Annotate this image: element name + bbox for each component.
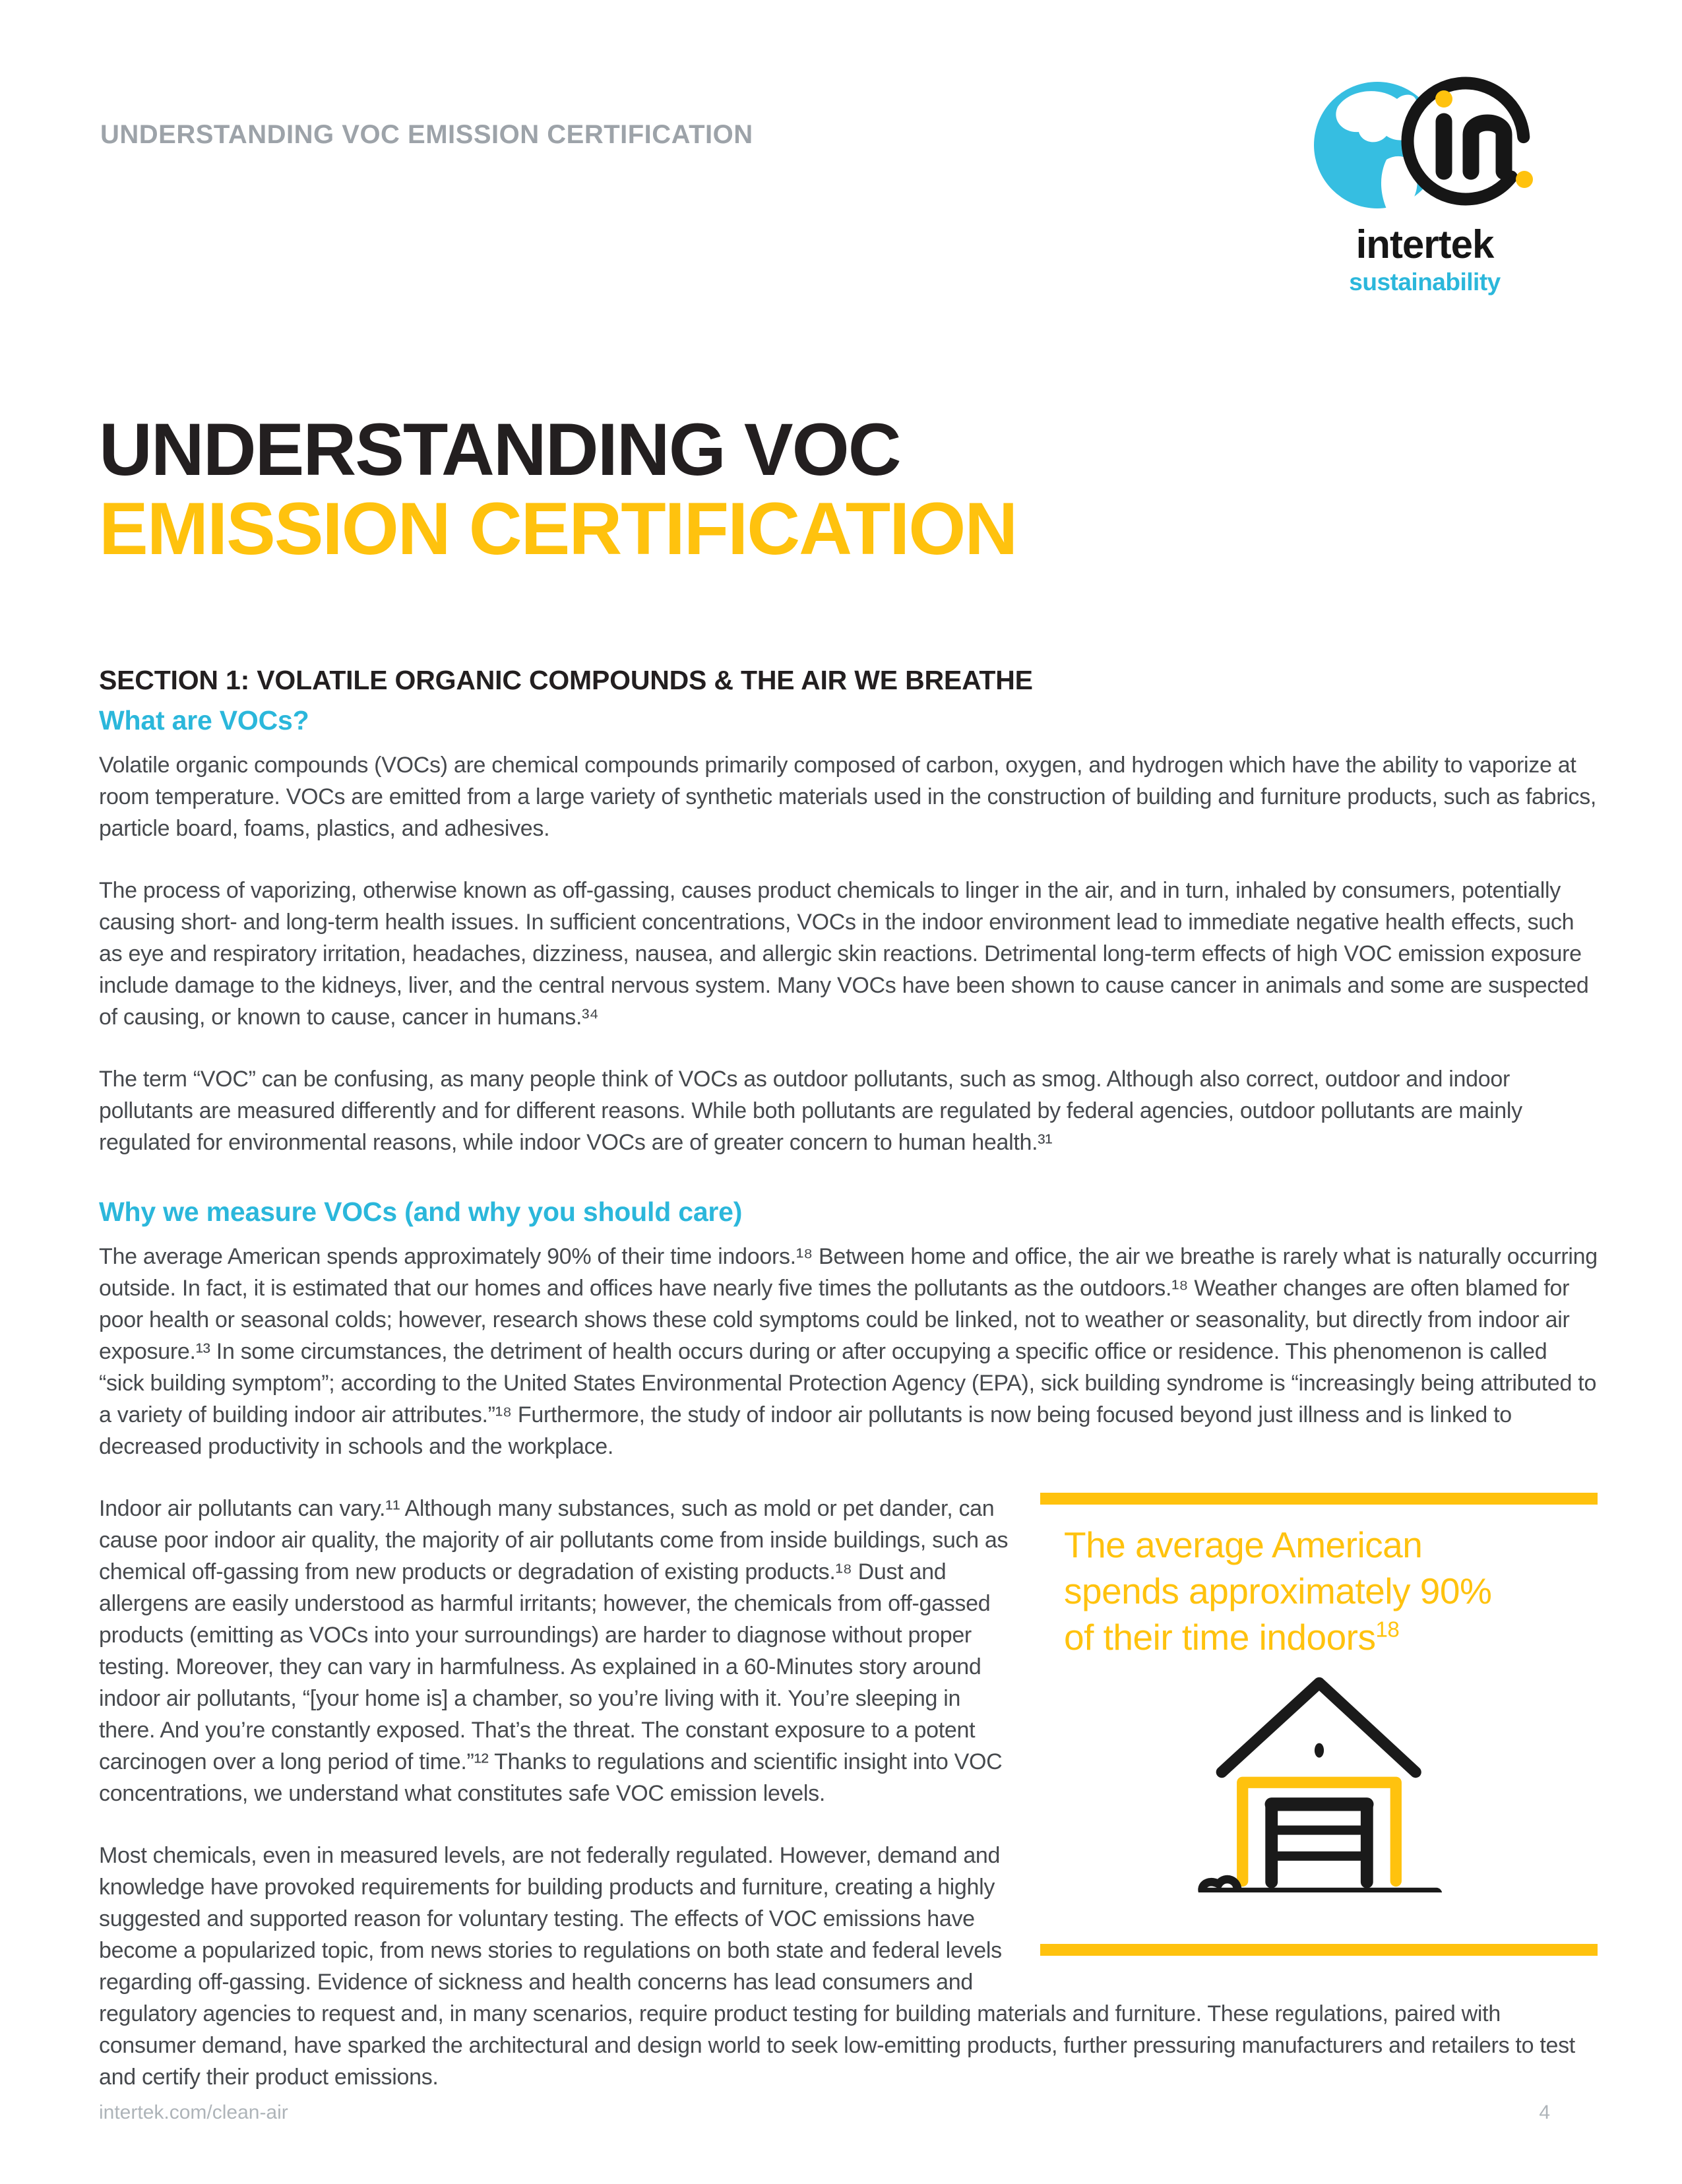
paragraph-time-indoors: The average American spends approximately 90% of their time indoors.¹⁸ Between home and office, the air we breathe is rarely what is naturally occurring outside. In fact, it is estimated that our homes and offices have nearly five times the pollutants as the outdoors.¹⁸ Weather changes are often blamed for poor health or seasonal colds; however, research shows these cold symptoms could be linked, not to weather or seasonality, but directly from indoor air exposure.¹³ In some circumstances, the detriment of health occurs during or after occupying a specific office or residence. This phenomenon is called “sick building symptom”; according to the United States Environmental Protection Agency (EPA), sick building syndrome is “increasingly being attributed to a variety of building indoor air attributes.”¹⁸ Furthermore, the study of indoor air pollutants is now being focused beyond just illness and is linked to decreased productivity in schools and the workplace. (99, 1244, 1598, 1459)
page-title-line2: EMISSION CERTIFICATION (99, 487, 1017, 570)
intertek-sustainability-logo (1309, 61, 1540, 296)
pull-quote-text-body: The average American spends approximately 90% of their time indoors (1064, 1524, 1492, 1658)
page-title (99, 410, 1016, 569)
paragraph-regulation-demand: Most chemicals, even in measured levels, are not federally regulated. However, demand and knowledge have provoked requirements for building products and furniture, creating a highly suggested and supported reason for voluntary testing. The effects of VOC emissions have become a popularized topic, from news stories to regulations on both state and federal levels regarding off-gassing. Evidence of sickness and health concerns has lead consumers and regulatory agencies to request and, in many scenarios, require product testing for building materials and furniture. These regulations, paired with consumer demand, have sparked the architectural and design world to seek low-emitting products, further pressuring manufacturers and retailers to test and certify their product emissions. (99, 1843, 1575, 2090)
paragraph-offgassing-health: The process of vaporizing, otherwise known as off-gassing, causes product chemicals to linger in the air, and in turn, inhaled by consumers, potentially causing short- and long-term health issues. In sufficient concentrations, VOCs in the indoor environment lead to immediate negative health effects, such as eye and respiratory irritation, headaches, dizziness, nausea, and allergic skin reactions. Detrimental long-term effects of high VOC emission exposure include damage to the kidneys, liver, and the central nervous system. Many VOCs have been shown to cause cancer in animals and some are suspected of causing, or known to cause, cancer in humans.³⁴ (99, 878, 1589, 1030)
globe-in-mark-icon (1309, 61, 1540, 226)
page-footer (99, 2102, 1550, 2124)
running-header-title: UNDERSTANDING VOC EMISSION CERTIFICATION (100, 120, 753, 149)
paragraph-indoor-pollutants-vary: Indoor air pollutants can vary.¹¹ Although many substances, such as mold or pet dander, can cause poor indoor air quality, the majority of air pollutants come from inside buildings, such as chemical off-gassing from new products or degradation of existing products.¹⁸ Dust and allergens are easily understood as harmful irritants; however, the chemicals from off-gassed products (emitting as VOCs into your surroundings) are harder to diagnose without proper testing. Moreover, they can vary in harmfulness. As explained in a 60-Minutes story around indoor air pollutants, “[your home is] a chamber, so you’re living with it. You’re sleeping in there. And you’re constantly exposed. That’s the threat. The constant exposure to a potent carcinogen over a long period of time.”¹² Thanks to regulations and scientific insight into VOC concentrations, we understand what constitutes safe VOC emission levels. (99, 1496, 1009, 1806)
logo-tagline-text: sustainability (1349, 268, 1501, 296)
document-body (99, 665, 1598, 2093)
paragraph-voc-term-confusing: The term “VOC” can be confusing, as many people think of VOCs as outdoor pollutants, such as smog. Although also correct, outdoor and indoor pollutants are measured differently and for different reasons. While both pollutants are regulated by federal agencies, outdoor pollutants are mainly regulated for environmental reasons, while indoor VOCs are of greater concern to human health.³¹ (99, 1067, 1522, 1155)
logo-brand-text: intertek (1355, 222, 1494, 266)
house-garage-icon (1040, 1664, 1598, 1896)
page-title-line1: UNDERSTANDING VOC (99, 408, 900, 491)
pull-quote-callout (1040, 1493, 1598, 1956)
pull-quote-footnote-ref: 18 (1375, 1617, 1400, 1642)
subheading-why-we-measure: Why we measure VOCs (and why you should care) (99, 1197, 743, 1227)
footer-link[interactable]: intertek.com/clean-air (99, 2102, 288, 2123)
paragraph-vocs-definition: Volatile organic compounds (VOCs) are chemical compounds primarily composed of carbon, oxygen, and hydrogen which have the ability to vaporize at room temperature. VOCs are emitted from a large variety of synthetic materials used in the construction of building and furniture products, such as fabrics, particle board, foams, plastics, and adhesives. (99, 753, 1597, 841)
pull-quote-text (1040, 1505, 1502, 1660)
subheading-what-are-vocs: What are VOCs? (99, 705, 309, 735)
page-number: 4 (1539, 2102, 1550, 2123)
section-1-heading: SECTION 1: VOLATILE ORGANIC COMPOUNDS & THE AIR WE BREATHE (99, 665, 1033, 695)
